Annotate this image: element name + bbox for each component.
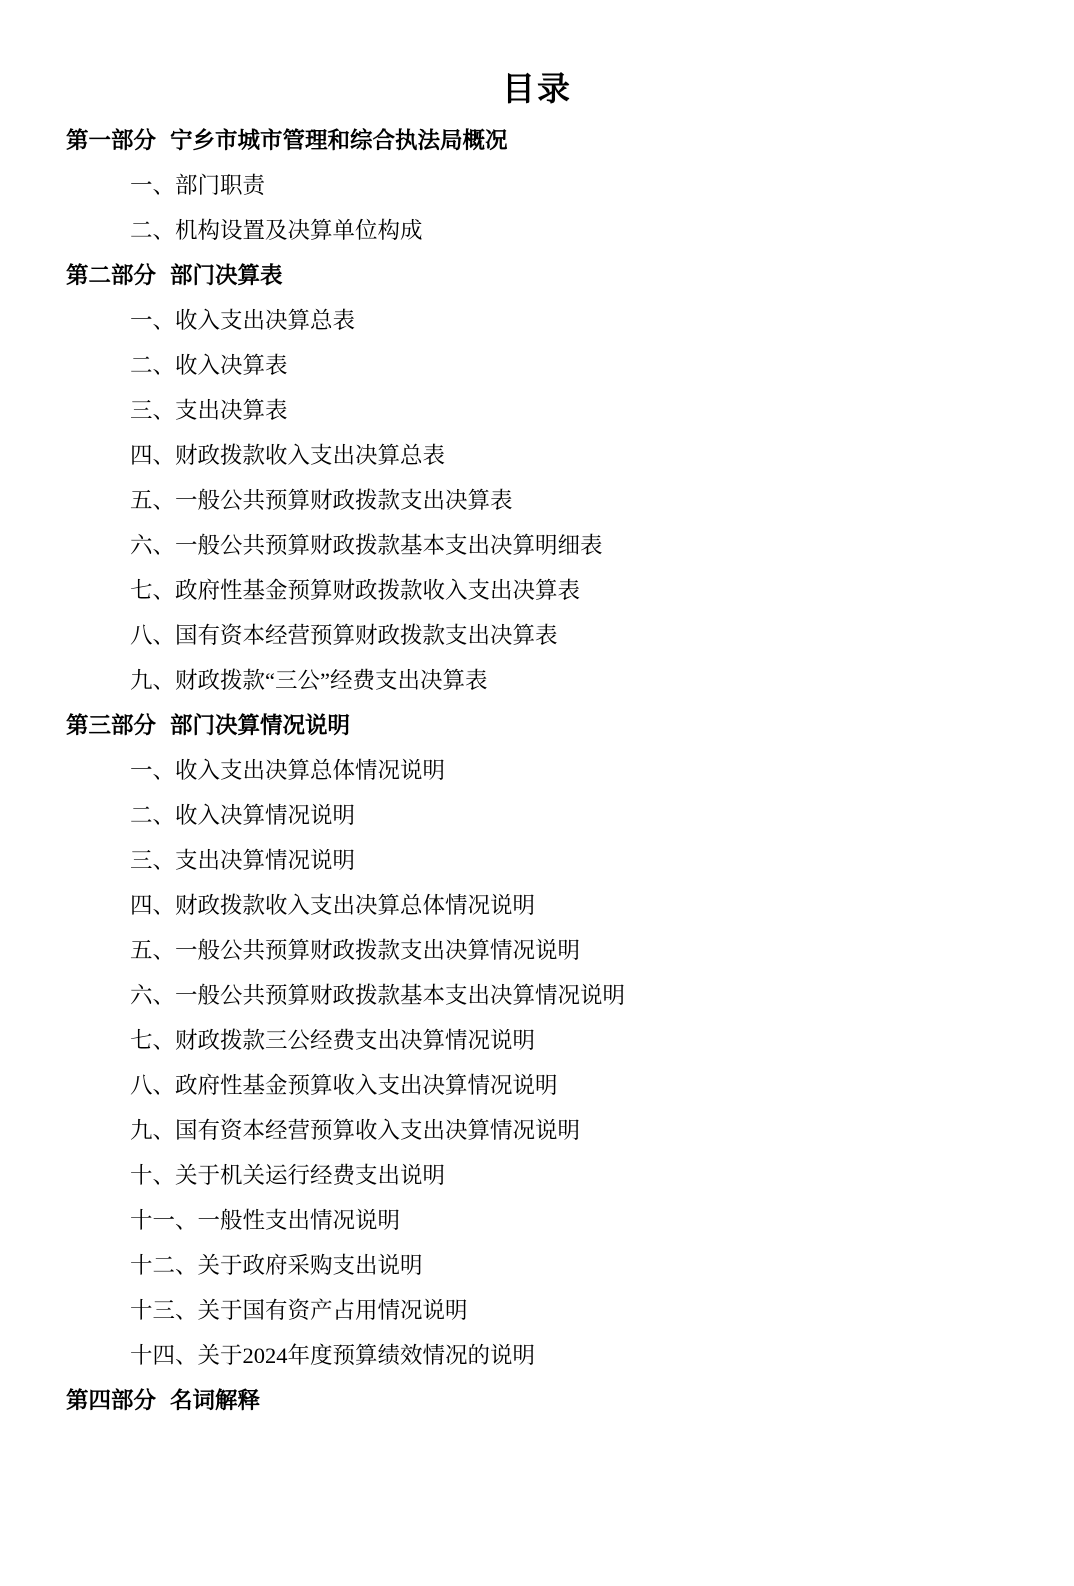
toc-item: 五、一般公共预算财政拨款支出决算情况说明	[130, 938, 581, 963]
toc-item: 一、部门职责	[130, 173, 266, 198]
toc-item: 十四、关于2024年度预算绩效情况的说明	[130, 1343, 536, 1368]
toc-item: 四、财政拨款收入支出决算总表	[130, 443, 446, 468]
section-number: 第四部分	[66, 1388, 157, 1413]
section-title: 部门决算情况说明	[170, 713, 351, 738]
section-heading-4	[0, 1378, 1074, 1423]
toc-item: 二、机构设置及决算单位构成	[130, 218, 423, 243]
section-number: 第三部分	[66, 713, 157, 738]
toc-item: 二、收入决算情况说明	[130, 803, 356, 828]
section-number: 第一部分	[66, 128, 157, 153]
page-title: 目录	[502, 70, 572, 107]
toc-item: 七、财政拨款三公经费支出决算情况说明	[130, 1028, 536, 1053]
toc-item: 三、支出决算表	[130, 398, 288, 423]
toc-item: 十一、一般性支出情况说明	[130, 1208, 401, 1233]
toc-item: 二、收入决算表	[130, 353, 288, 378]
toc-item: 八、政府性基金预算收入支出决算情况说明	[130, 1073, 558, 1098]
toc-item: 一、收入支出决算总表	[130, 308, 356, 333]
toc-item: 三、支出决算情况说明	[130, 848, 356, 873]
toc-item: 四、财政拨款收入支出决算总体情况说明	[130, 893, 536, 918]
document-page	[0, 66, 1074, 1586]
section-title: 名词解释	[170, 1388, 261, 1413]
section-number: 第二部分	[66, 263, 157, 288]
toc-item: 一、收入支出决算总体情况说明	[130, 758, 446, 783]
toc-item: 九、财政拨款“三公”经费支出决算表	[130, 668, 488, 693]
section-title: 部门决算表	[170, 263, 283, 288]
toc-item: 十三、关于国有资产占用情况说明	[130, 1298, 468, 1323]
section-heading-2	[0, 253, 1074, 298]
toc-item: 八、国有资本经营预算财政拨款支出决算表	[130, 623, 558, 648]
toc-item: 五、一般公共预算财政拨款支出决算表	[130, 488, 513, 513]
toc-item: 六、一般公共预算财政拨款基本支出决算明细表	[130, 533, 603, 558]
toc-item: 六、一般公共预算财政拨款基本支出决算情况说明	[130, 983, 626, 1008]
toc-item: 七、政府性基金预算财政拨款收入支出决算表	[130, 578, 581, 603]
section-heading-1	[0, 118, 1074, 163]
section-title: 宁乡市城市管理和综合执法局概况	[170, 128, 508, 153]
section-heading-3	[0, 703, 1074, 748]
toc-item: 十二、关于政府采购支出说明	[130, 1253, 423, 1278]
toc-item: 十、关于机关运行经费支出说明	[130, 1163, 446, 1188]
toc-item: 九、国有资本经营预算收入支出决算情况说明	[130, 1118, 581, 1143]
